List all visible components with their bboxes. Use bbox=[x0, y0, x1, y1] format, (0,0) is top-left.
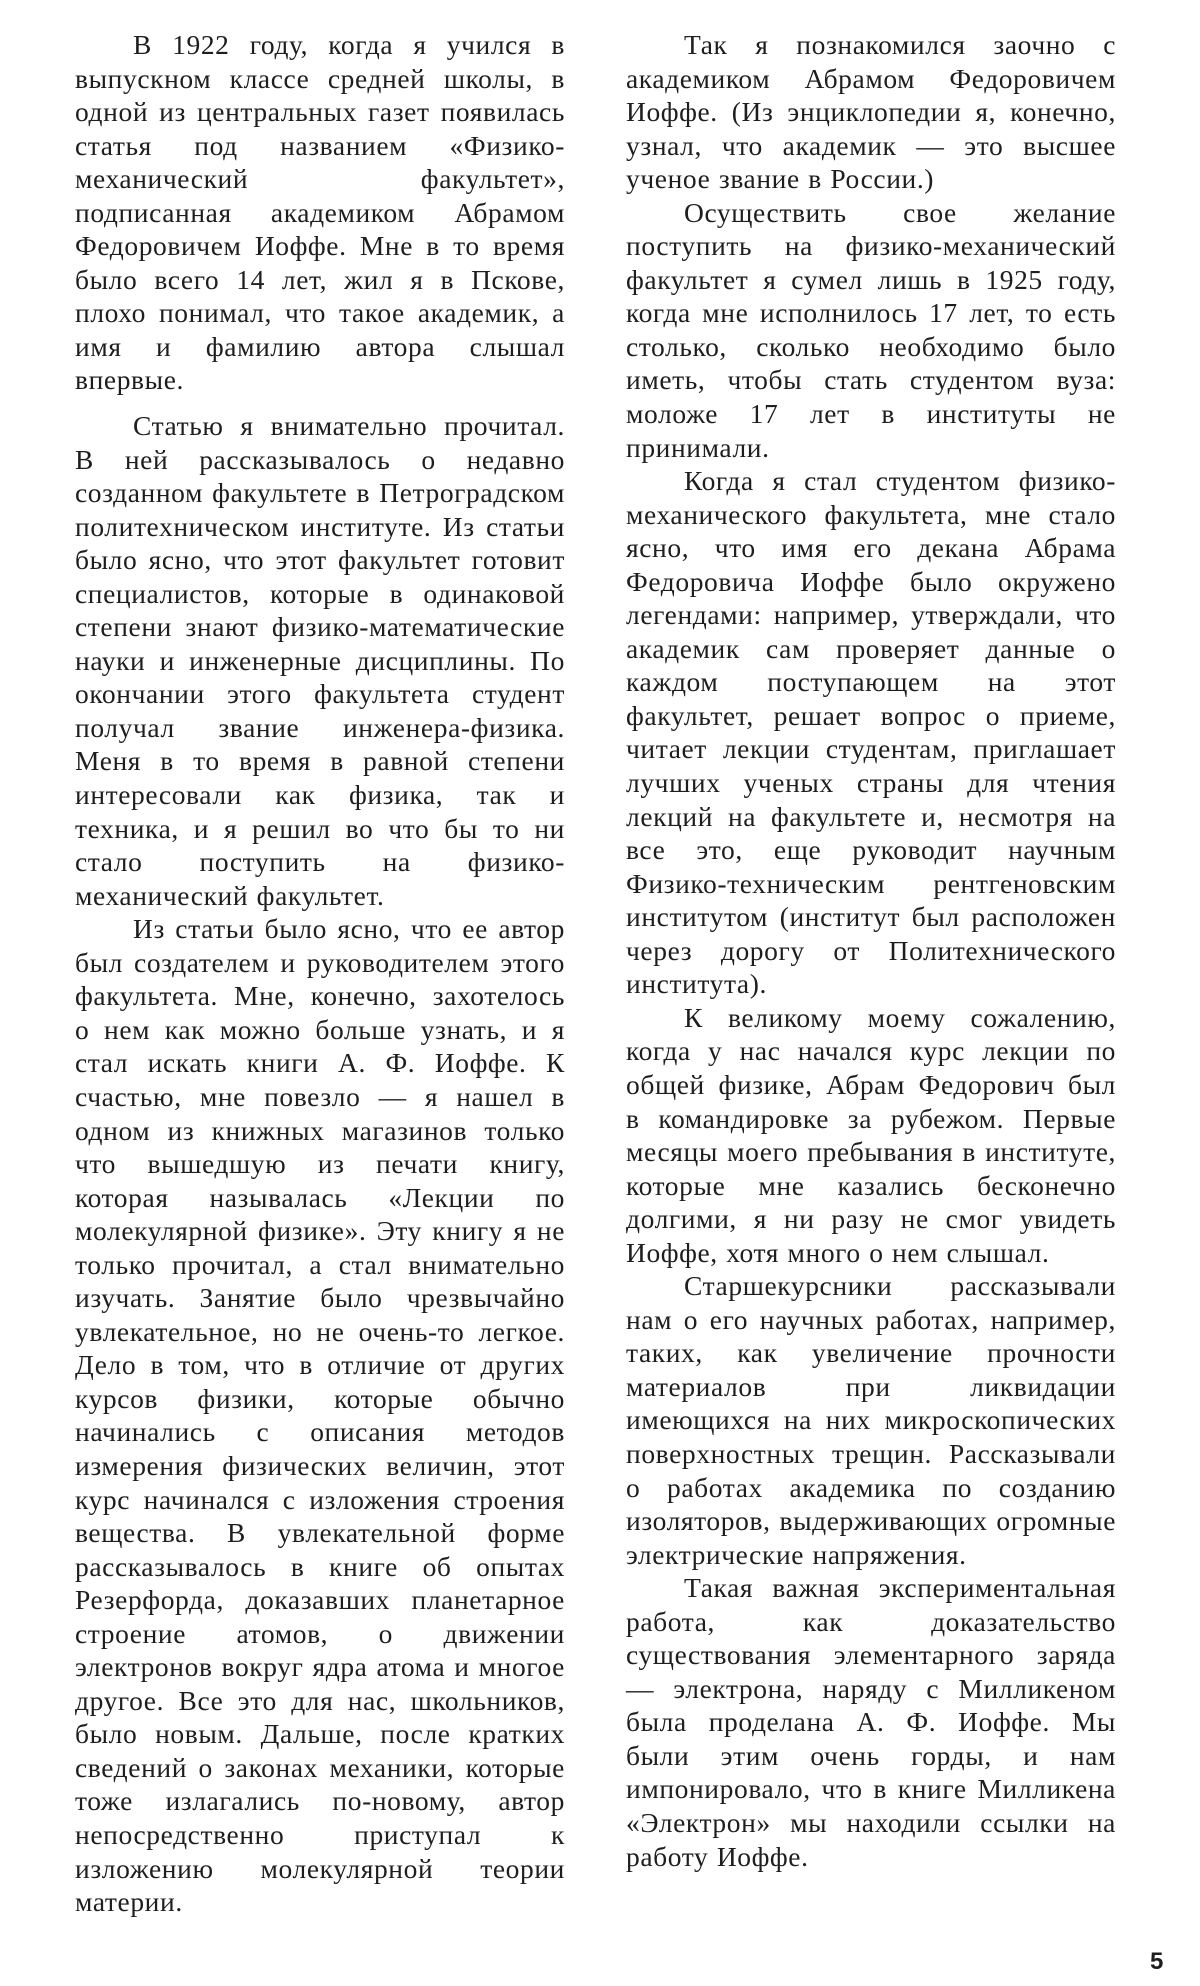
paragraph: Такая важная экспериментальная работа, как доказательство существования элементарного заряда — электрона, наряду с Милликеном была проделана А. Ф. Иоффе. Мы были этим очень горды, и нам импонировало, что в книге Милликена «Электрон» мы находили ссылки на работу Иоффе. bbox=[626, 1572, 1116, 1872]
paragraph: Когда я стал студентом физико-механического факультета, мне стало ясно, что имя его декана Абрама Федоровича Иоффе было окружено легендами: например, утверждали, что академик сам проверяет данные о каждом поступающем на этот факультет, решает вопрос о приеме, читает лекции студентам, приглашает лучших ученых страны для чтения лекций на факультете и, несмотря на все это, еще руководит научным Физико-техническим рентгеновским институтом (институт был расположен через дорогу от Политехнического института). bbox=[626, 465, 1116, 1000]
paragraph: Старшекурсники рассказывали нам о его научных работах, например, таких, как увеличение прочности материалов при ликвидации имеющихся на них микроскопических поверхностных трещин. Рассказывали о работах академика по созданию изоляторов, выдерживающих огромные электрические напряжения. bbox=[626, 1270, 1116, 1570]
page-number: 5 bbox=[1150, 1948, 1164, 1975]
paragraph: Статью я внимательно прочитал. В ней рассказывалось о недавно созданном факультете в Петроградском политехническом институте. Из статьи было ясно, что этот факультет готовит специалистов, которые в одинаковой степени знают физико-математические науки и инженерные дисциплины. По окончании этого факультета студент получал звание инженера-физика. Меня в то время в равной степени интересовали как физика, так и техника, и я решил во что бы то ни стало поступить на физико-механический факультет. bbox=[75, 410, 565, 911]
paragraph: Из статьи было ясно, что ее автор был создателем и руководителем этого факультета. Мне, конечно, захотелось о нем как можно больше узнать, и я стал искать книги А. Ф. Иоффе. К счастью, мне повезло — я нашел в одном из книжных магазинов только что вышедшую из печати книгу, которая называлась «Лекции по молекулярной физике». Эту книгу я не только прочитал, а стал внимательно изучать. Занятие было чрезвычайно увлекательное, но не очень-то легкое. Дело в том, что в отличие от других курсов физики, которые обычно начинались с описания методов измерения физических величин, этот курс начинался с изложения строения вещества. В увлекательной форме рассказывалось в книге об опытах Резерфорда, доказавших планетарное строение атомов, о движении электронов вокруг ядра атома и многое другое. Все это для нас, школьников, было новым. Дальше, после кратких сведений о законах механики, которые тоже излагались по-новому, автор непосредственно приступал к изложению молекулярной теории материи. bbox=[75, 913, 565, 1918]
left-column bbox=[75, 28, 565, 1919]
paragraph: К великому моему сожалению, когда у нас начался курс лекции по общей физике, Абрам Федорович был в командировке за рубежом. Первые месяцы моего пребывания в институте, которые мне казались бесконечно долгими, я ни разу не смог увидеть Иоффе, хотя много о нем слышал. bbox=[626, 1001, 1116, 1268]
paragraph: Так я познакомился заочно с академиком Абрамом Федоровичем Иоффе. (Из энциклопедии я, конечно, узнал, что академик — это высшее ученое звание в России.) bbox=[626, 29, 1116, 195]
paragraph: Осуществить свое желание поступить на физико-механический факультет я сумел лишь в 1925 году, когда мне исполнилось 17 лет, то есть столько, сколько необходимо было иметь, чтобы стать студентом вуза: моложе 17 лет в институты не принимали. bbox=[626, 196, 1116, 463]
right-column bbox=[626, 28, 1116, 1873]
paragraph: В 1922 году, когда я учился в выпускном классе средней школы, в одной из центральных газет появилась статья под названием «Физико-механический факультет», подписанная академиком Абрамом Федоровичем Иоффе. Мне в то время было всего 14 лет, жил я в Пскове, плохо понимал, что такое академик, а имя и фамилию автора слышал впервые. bbox=[75, 29, 565, 396]
